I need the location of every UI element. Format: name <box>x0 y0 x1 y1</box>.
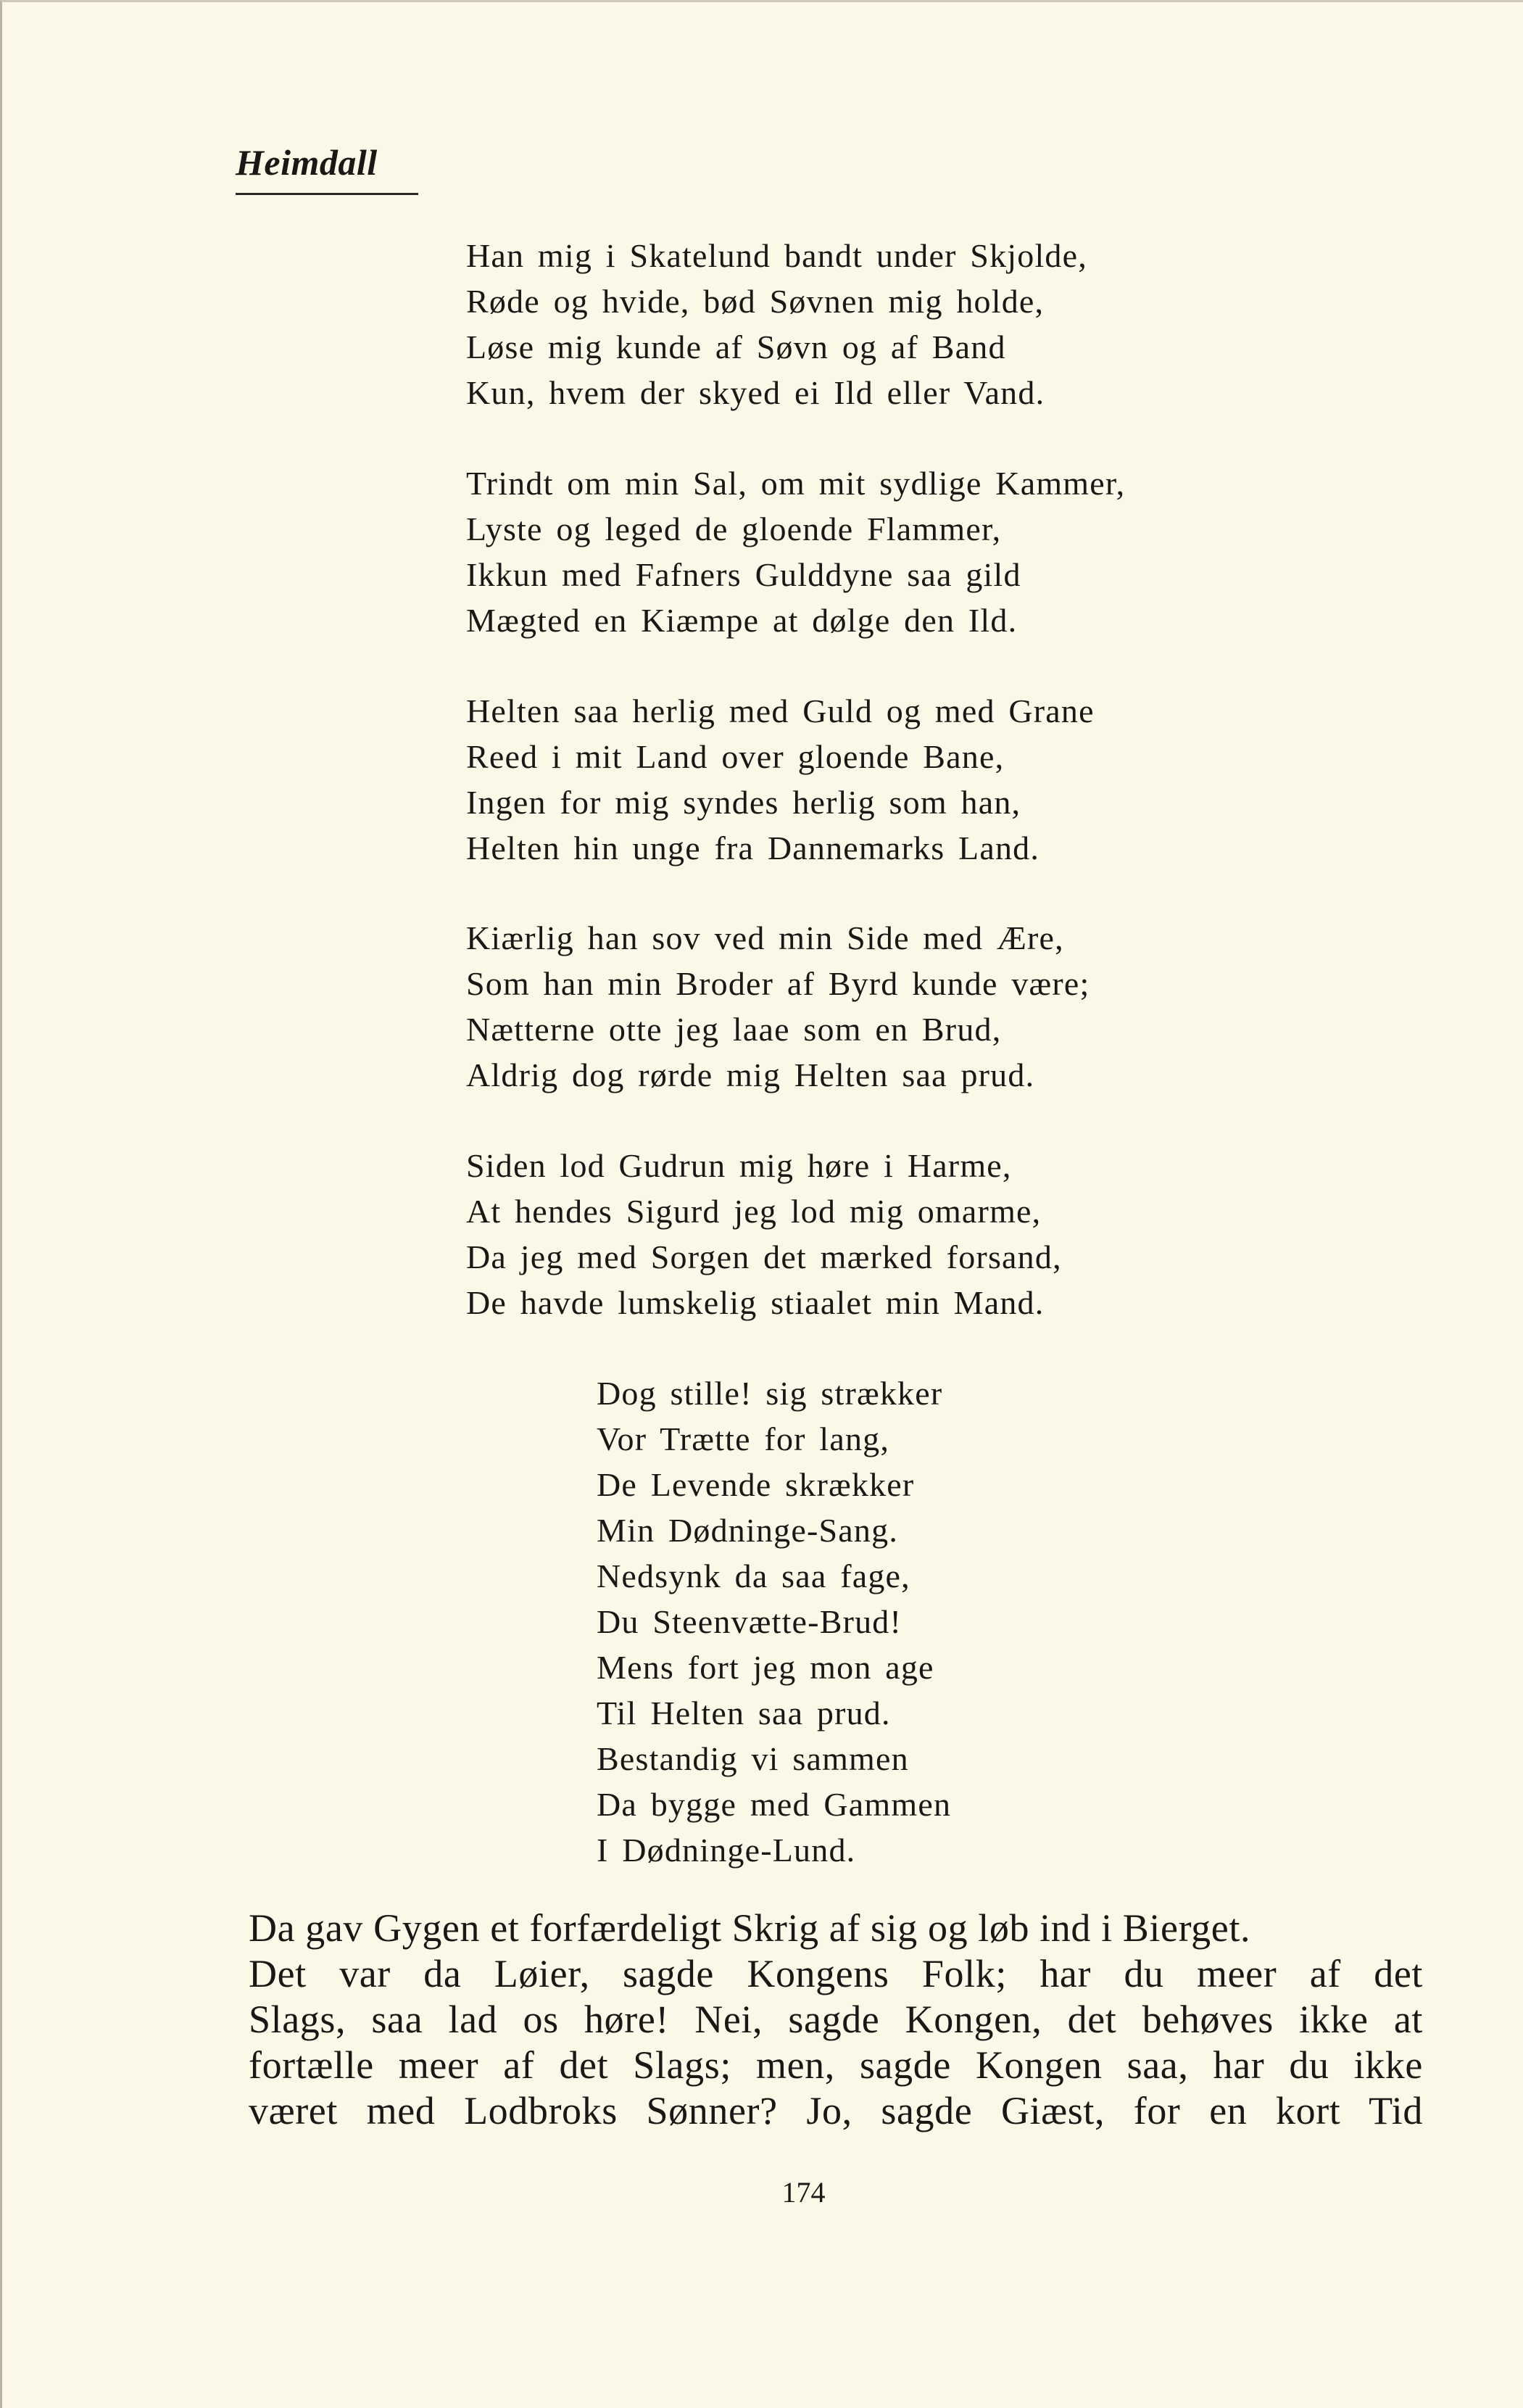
poem-line: Mægted en Kiæmpe at dølge den Ild. <box>466 602 1018 639</box>
poem-stanza <box>466 1143 1062 1325</box>
poem-line: Min Dødninge-Sang. <box>597 1512 899 1549</box>
poem-line: Siden lod Gudrun mig høre i Harme, <box>466 1147 1012 1184</box>
poem-line: Trindt om min Sal, om mit sydlige Kammer, <box>466 465 1126 502</box>
poem-line: Da jeg med Sorgen det mærked forsand, <box>466 1238 1062 1275</box>
prose-line: fortælle meer af det Slags; men, sagde Kongen saa, har du ikke <box>249 2043 1423 2087</box>
prose-line: Det var da Løier, sagde Kongens Folk; har du meer af det <box>249 1952 1423 1995</box>
poem-line: Kiærlig han sov ved min Side med Ære, <box>466 919 1064 956</box>
poem-line: Bestandig vi sammen <box>597 1740 909 1777</box>
poem-line: Da bygge med Gammen <box>597 1786 952 1823</box>
poem-line: Aldrig dog rørde mig Helten saa prud. <box>466 1056 1035 1093</box>
poem-line: Reed i mit Land over gloende Bane, <box>466 738 1005 775</box>
page-number: 174 <box>781 2176 826 2209</box>
poem-line: Ingen for mig syndes herlig som han, <box>466 784 1021 821</box>
poem-stanza <box>466 460 1125 643</box>
poem-line: Du Steenvætte-Brud! <box>597 1603 902 1640</box>
poem-line: Dog stille! sig strækker <box>597 1375 943 1412</box>
poem-line: I Dødninge-Lund. <box>597 1832 856 1869</box>
prose-line: Slags, saa lad os høre! Nei, sagde Kongen, det behøves ikke at <box>249 1998 1423 2041</box>
poem-line: Som han min Broder af Byrd kunde være; <box>466 965 1090 1002</box>
running-head-underline <box>236 193 418 195</box>
prose-line: været med Lodbroks Sønner? Jo, sagde Giæst, for en kort Tid <box>249 2089 1423 2132</box>
poem-stanza <box>466 915 1090 1098</box>
poem-line: Kun, hvem der skyed ei Ild eller Vand. <box>466 374 1045 411</box>
poem-line: Røde og hvide, bød Søvnen mig holde, <box>466 283 1045 320</box>
poem-line: Løse mig kunde af Søvn og af Band <box>466 328 1006 365</box>
poem-line: Lyste og leged de gloende Flammer, <box>466 510 1002 547</box>
poem-line: Han mig i Skatelund bandt under Skjolde, <box>466 237 1087 274</box>
poem-refrain <box>597 1370 951 1873</box>
poem-line: At hendes Sigurd jeg lod mig omarme, <box>466 1193 1042 1230</box>
poem-line: Helten saa herlig med Guld og med Grane <box>466 692 1095 729</box>
poem-line: De havde lumskelig stiaalet min Mand. <box>466 1284 1045 1321</box>
poem-line: De Levende skrækker <box>597 1466 915 1503</box>
poem-line: Nætterne otte jeg laae som en Brud, <box>466 1011 1002 1048</box>
poem-line: Til Helten saa prud. <box>597 1695 891 1731</box>
prose-paragraph <box>249 1906 1423 2134</box>
poem-line: Helten hin unge fra Dannemarks Land. <box>466 829 1040 866</box>
prose-line: Da gav Gygen et forfærdeligt Skrig af sig og løb ind i Bierget. <box>249 1906 1251 1950</box>
poem-line: Ikkun med Fafners Gulddyne saa gild <box>466 556 1021 593</box>
running-head: Heimdall <box>236 142 378 183</box>
poem-line: Nedsynk da saa fage, <box>597 1557 910 1594</box>
poem-line: Vor Trætte for lang, <box>597 1420 890 1457</box>
poem-stanza <box>466 233 1087 415</box>
poem-line: Mens fort jeg mon age <box>597 1649 934 1686</box>
poem-stanza <box>466 688 1095 871</box>
